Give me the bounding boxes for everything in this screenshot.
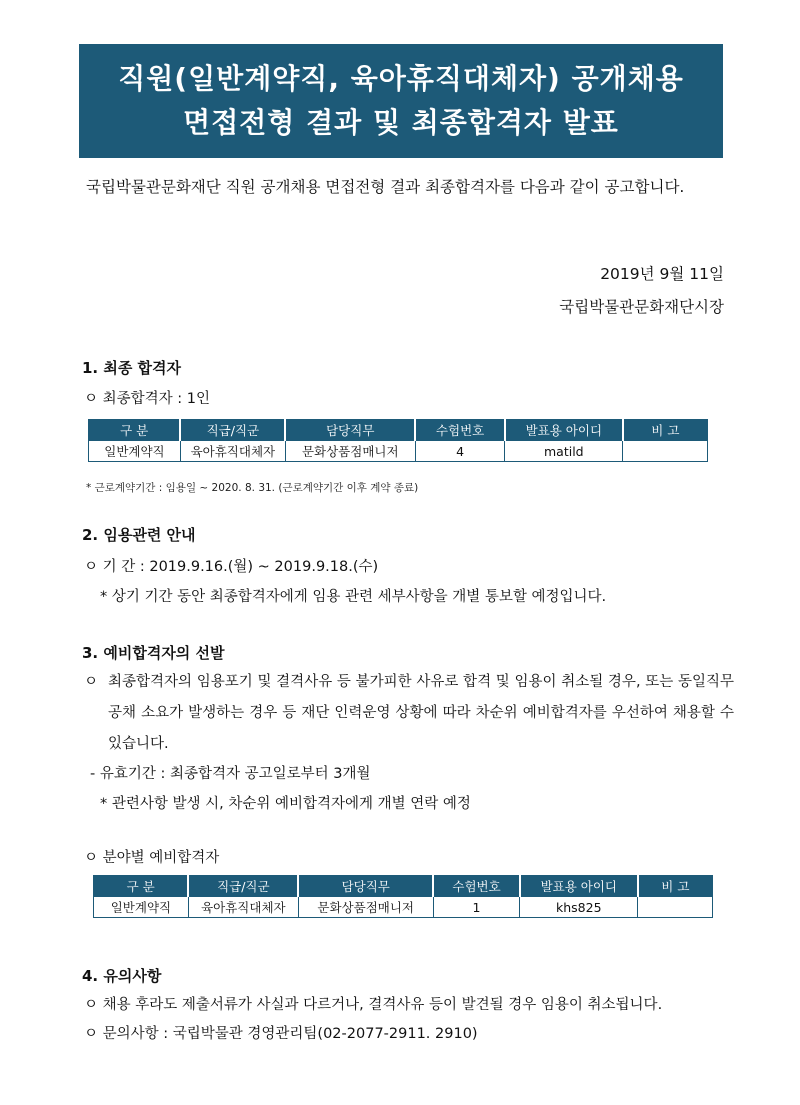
issuer-name: 국립박물관문화재단시장 bbox=[559, 298, 724, 316]
table-header: 담당직무 bbox=[285, 420, 415, 441]
table-header: 구 분 bbox=[89, 420, 181, 441]
section-2-heading: 2. 임용관련 안내 bbox=[82, 526, 196, 544]
table-header: 비 고 bbox=[623, 420, 708, 441]
appointment-notice-line: * 상기 기간 동안 최종합격자에게 임용 관련 세부사항을 개별 통보할 예정입니다. bbox=[100, 589, 607, 605]
table-header-row bbox=[94, 876, 713, 897]
reserve-selection-paragraph bbox=[84, 667, 734, 760]
table-row bbox=[94, 897, 713, 918]
table-cell: 일반계약직 bbox=[94, 897, 189, 918]
reserve-by-field-heading: ㅇ 분야별 예비합격자 bbox=[84, 850, 220, 866]
reserve-passer-table bbox=[93, 875, 713, 918]
table-cell: 일반계약직 bbox=[89, 441, 181, 462]
table-cell: matild bbox=[505, 441, 623, 462]
title-line-2: 면접전형 결과 및 최종합격자 발표 bbox=[183, 106, 619, 139]
section-3-heading: 3. 예비합격자의 선발 bbox=[82, 644, 225, 662]
reserve-selection-text: 최종합격자의 임용포기 및 결격사유 등 불가피한 사유로 합격 및 임용이 취소될 경우, 또는 동일직무 공채 소요가 발생하는 경우 등 재단 인력운영 상황에 따라 차순위 예비합격자를 우선하여 채용할 수 있습니다. bbox=[108, 674, 734, 752]
table-header: 발표용 아이디 bbox=[505, 420, 623, 441]
contract-period-note: * 근로계약기간 : 임용일 ~ 2020. 8. 31. (근로계약기간 이후 계약 종료) bbox=[86, 482, 419, 494]
announcement-date: 2019년 9월 11일 bbox=[600, 265, 724, 283]
intro-text: 국립박물관문화재단 직원 공개채용 면접전형 결과 최종합격자를 다음과 같이 공고합니다. bbox=[86, 178, 685, 196]
bullet-mark: ㅇ bbox=[84, 674, 99, 690]
table-cell: 육아휴직대체자 bbox=[180, 441, 285, 462]
table-header-row bbox=[89, 420, 708, 441]
contact-plan-line: * 관련사항 발생 시, 차순위 예비합격자에게 개별 연락 예정 bbox=[100, 796, 471, 812]
final-count-line: ㅇ 최종합격자 : 1인 bbox=[84, 391, 210, 407]
table-header: 직급/직군 bbox=[188, 876, 298, 897]
table-row bbox=[89, 441, 708, 462]
section-4-heading: 4. 유의사항 bbox=[82, 967, 162, 985]
validity-period-line: - 유효기간 : 최종합격자 공고일로부터 3개월 bbox=[90, 766, 371, 782]
table-header: 수험번호 bbox=[415, 420, 505, 441]
final-passer-table bbox=[88, 419, 708, 462]
appointment-period-line: ㅇ 기 간 : 2019.9.16.(월) ~ 2019.9.18.(수) bbox=[84, 559, 379, 575]
table-header: 직급/직군 bbox=[180, 420, 285, 441]
table-header: 담당직무 bbox=[298, 876, 433, 897]
table-cell: 문화상품점매니저 bbox=[285, 441, 415, 462]
table-cell: 4 bbox=[415, 441, 505, 462]
table-cell bbox=[623, 441, 708, 462]
table-header: 발표용 아이디 bbox=[520, 876, 638, 897]
table-header: 구 분 bbox=[94, 876, 189, 897]
inquiry-line: ㅇ 문의사항 : 국립박물관 경영관리팀(02-2077-2911. 2910) bbox=[84, 1026, 478, 1042]
table-cell: 문화상품점매니저 bbox=[298, 897, 433, 918]
cancellation-notice-line: ㅇ 채용 후라도 제출서류가 사실과 다르거나, 결격사유 등이 발견될 경우 임용이 취소됩니다. bbox=[84, 997, 663, 1013]
section-1-heading: 1. 최종 합격자 bbox=[82, 359, 182, 377]
title-line-1: 직원(일반계약직, 육아휴직대체자) 공개채용 bbox=[118, 62, 684, 95]
table-cell bbox=[638, 897, 713, 918]
table-cell: 1 bbox=[433, 897, 520, 918]
title-banner bbox=[79, 44, 723, 158]
table-header: 비 고 bbox=[638, 876, 713, 897]
table-cell: 육아휴직대체자 bbox=[188, 897, 298, 918]
table-cell: khs825 bbox=[520, 897, 638, 918]
table-header: 수험번호 bbox=[433, 876, 520, 897]
